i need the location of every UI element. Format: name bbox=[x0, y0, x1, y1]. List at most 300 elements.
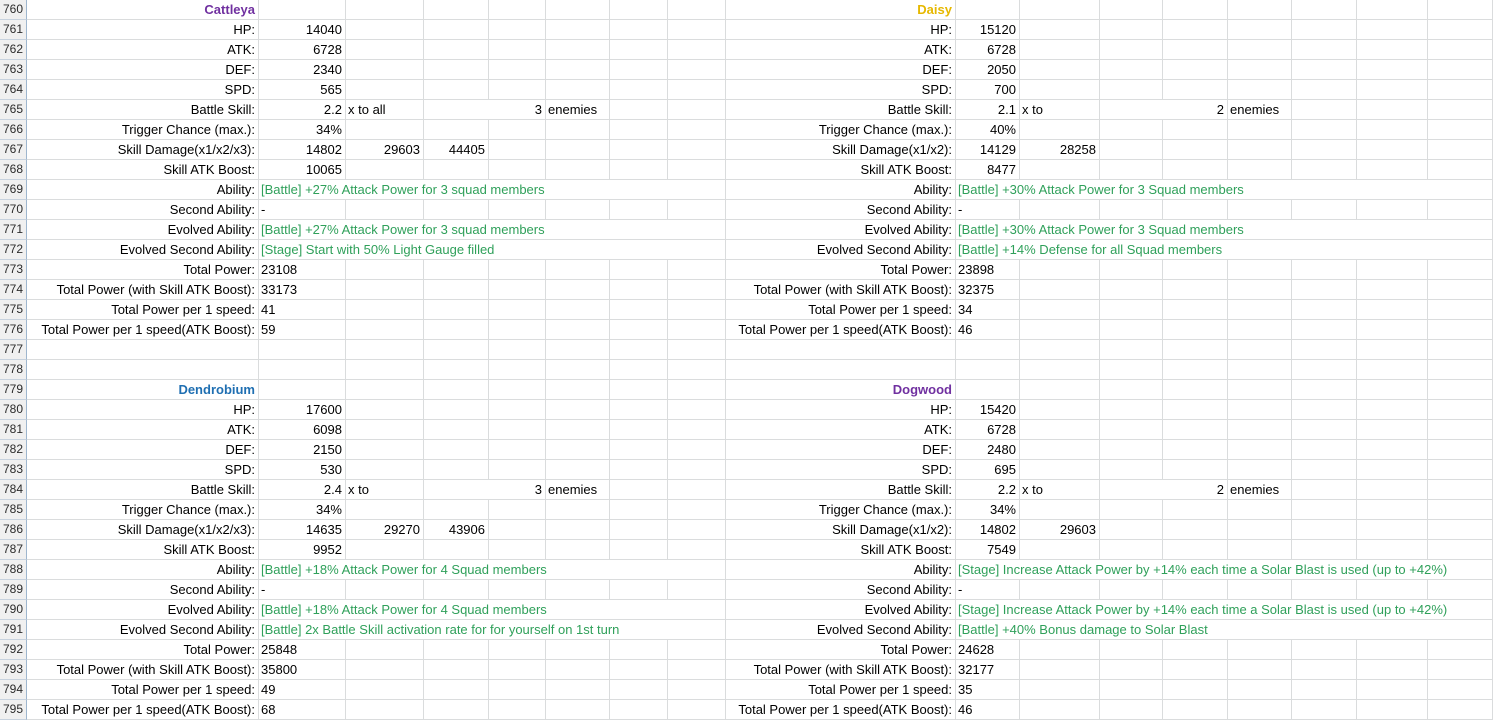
empty-cell[interactable] bbox=[1020, 20, 1100, 40]
stat-value[interactable]: 14802 bbox=[259, 140, 346, 160]
row-number-header[interactable]: 783 bbox=[0, 460, 27, 480]
skill-target-text[interactable]: x to bbox=[1020, 480, 1100, 500]
row-number-header[interactable]: 774 bbox=[0, 280, 27, 300]
stat-value[interactable]: - bbox=[259, 200, 346, 220]
empty-cell[interactable] bbox=[546, 520, 610, 540]
empty-cell[interactable] bbox=[1020, 200, 1100, 220]
row-number-header[interactable]: 787 bbox=[0, 540, 27, 560]
empty-cell[interactable] bbox=[1163, 300, 1228, 320]
empty-cell[interactable] bbox=[1357, 320, 1428, 340]
empty-cell[interactable] bbox=[1020, 660, 1100, 680]
row-number-header[interactable]: 776 bbox=[0, 320, 27, 340]
stat-label[interactable]: Skill Damage(x1/x2): bbox=[726, 520, 956, 540]
empty-cell[interactable] bbox=[1292, 360, 1357, 380]
empty-cell[interactable] bbox=[1100, 660, 1163, 680]
empty-cell[interactable] bbox=[489, 60, 546, 80]
empty-cell[interactable] bbox=[1020, 460, 1100, 480]
empty-cell[interactable] bbox=[1228, 200, 1292, 220]
stat-value[interactable]: 68 bbox=[259, 700, 346, 720]
stat-value[interactable]: 9952 bbox=[259, 540, 346, 560]
enemy-count[interactable]: 3 bbox=[424, 480, 546, 500]
empty-cell[interactable] bbox=[610, 640, 668, 660]
stat-value[interactable]: 24628 bbox=[956, 640, 1020, 660]
empty-cell[interactable] bbox=[1228, 680, 1292, 700]
stat-value[interactable]: 10065 bbox=[259, 160, 346, 180]
skill-target-text[interactable]: x to all bbox=[346, 100, 424, 120]
empty-cell[interactable] bbox=[1100, 280, 1163, 300]
empty-cell[interactable] bbox=[1428, 160, 1493, 180]
stat-label[interactable]: Total Power per 1 speed: bbox=[27, 300, 259, 320]
empty-cell[interactable] bbox=[1428, 140, 1493, 160]
row-number-header[interactable]: 766 bbox=[0, 120, 27, 140]
empty-cell[interactable] bbox=[1100, 40, 1163, 60]
empty-cell[interactable] bbox=[424, 460, 489, 480]
stat-label[interactable]: Skill ATK Boost: bbox=[27, 160, 259, 180]
stat-label[interactable]: Total Power (with Skill ATK Boost): bbox=[27, 660, 259, 680]
ability-text[interactable]: [Battle] +30% Attack Power for 3 Squad members bbox=[956, 220, 1493, 240]
empty-cell[interactable] bbox=[489, 680, 546, 700]
row-number-header[interactable]: 792 bbox=[0, 640, 27, 660]
stat-value[interactable]: 41 bbox=[259, 300, 346, 320]
empty-cell[interactable] bbox=[1428, 0, 1493, 20]
empty-cell[interactable] bbox=[1020, 540, 1100, 560]
stat-label[interactable]: Total Power (with Skill ATK Boost): bbox=[726, 280, 956, 300]
empty-cell[interactable] bbox=[1292, 100, 1357, 120]
empty-cell[interactable] bbox=[546, 260, 610, 280]
row-number-header[interactable]: 786 bbox=[0, 520, 27, 540]
stat-label[interactable]: SPD: bbox=[726, 80, 956, 100]
empty-cell[interactable] bbox=[610, 0, 668, 20]
empty-cell[interactable] bbox=[1163, 0, 1228, 20]
empty-cell[interactable] bbox=[668, 340, 726, 360]
stat-label[interactable]: Evolved Ability: bbox=[27, 220, 259, 240]
empty-cell[interactable] bbox=[546, 500, 610, 520]
stat-value-3[interactable]: 44405 bbox=[424, 140, 489, 160]
empty-cell[interactable] bbox=[668, 460, 726, 480]
empty-cell[interactable] bbox=[424, 160, 489, 180]
empty-cell[interactable] bbox=[1100, 80, 1163, 100]
empty-cell[interactable] bbox=[1428, 700, 1493, 720]
stat-label[interactable]: Evolved Ability: bbox=[726, 220, 956, 240]
empty-cell[interactable] bbox=[424, 340, 489, 360]
stat-label[interactable]: Ability: bbox=[726, 560, 956, 580]
stat-label[interactable]: Total Power (with Skill ATK Boost): bbox=[726, 660, 956, 680]
row-number-header[interactable]: 768 bbox=[0, 160, 27, 180]
stat-value[interactable]: 15120 bbox=[956, 20, 1020, 40]
empty-cell[interactable] bbox=[1428, 480, 1493, 500]
empty-cell[interactable] bbox=[546, 80, 610, 100]
empty-cell[interactable] bbox=[1020, 160, 1100, 180]
stat-label[interactable]: HP: bbox=[27, 20, 259, 40]
empty-cell[interactable] bbox=[1357, 360, 1428, 380]
empty-cell[interactable] bbox=[546, 140, 610, 160]
empty-cell[interactable] bbox=[489, 340, 546, 360]
empty-cell[interactable] bbox=[1228, 400, 1292, 420]
empty-cell[interactable] bbox=[1357, 260, 1428, 280]
empty-cell[interactable] bbox=[346, 340, 424, 360]
empty-cell[interactable] bbox=[346, 280, 424, 300]
empty-cell[interactable] bbox=[1100, 460, 1163, 480]
stat-value-2[interactable]: 28258 bbox=[1020, 140, 1100, 160]
empty-cell[interactable] bbox=[1428, 400, 1493, 420]
empty-cell[interactable] bbox=[424, 200, 489, 220]
enemy-count[interactable]: 3 bbox=[424, 100, 546, 120]
ability-text[interactable]: [Stage] Increase Attack Power by +14% each time a Solar Blast is used (up to +42%) bbox=[956, 560, 1493, 580]
stat-label[interactable]: Trigger Chance (max.): bbox=[27, 500, 259, 520]
empty-cell[interactable] bbox=[668, 120, 726, 140]
empty-cell[interactable] bbox=[1428, 520, 1493, 540]
stat-value[interactable]: 565 bbox=[259, 80, 346, 100]
empty-cell[interactable] bbox=[610, 20, 668, 40]
enemies-text[interactable]: enemies bbox=[546, 480, 610, 500]
ability-text[interactable]: [Battle] +27% Attack Power for 3 squad members bbox=[259, 180, 726, 200]
character-name[interactable]: Daisy bbox=[726, 0, 956, 20]
empty-cell[interactable] bbox=[1292, 580, 1357, 600]
empty-cell[interactable] bbox=[424, 320, 489, 340]
stat-value[interactable]: 17600 bbox=[259, 400, 346, 420]
empty-cell[interactable] bbox=[546, 700, 610, 720]
empty-cell[interactable] bbox=[1100, 160, 1163, 180]
stat-label[interactable]: Total Power: bbox=[27, 640, 259, 660]
empty-cell[interactable] bbox=[1357, 580, 1428, 600]
stat-value-2[interactable]: 29603 bbox=[1020, 520, 1100, 540]
empty-cell[interactable] bbox=[1163, 360, 1228, 380]
empty-cell[interactable] bbox=[424, 400, 489, 420]
empty-cell[interactable] bbox=[1292, 700, 1357, 720]
empty-cell[interactable] bbox=[1020, 60, 1100, 80]
empty-cell[interactable] bbox=[1357, 700, 1428, 720]
empty-cell[interactable] bbox=[668, 40, 726, 60]
empty-cell[interactable] bbox=[424, 360, 489, 380]
empty-cell[interactable] bbox=[546, 680, 610, 700]
empty-cell[interactable] bbox=[1428, 20, 1493, 40]
stat-value[interactable]: 25848 bbox=[259, 640, 346, 660]
empty-cell[interactable] bbox=[489, 280, 546, 300]
empty-cell[interactable] bbox=[668, 100, 726, 120]
empty-cell[interactable] bbox=[546, 660, 610, 680]
row-number-header[interactable]: 760 bbox=[0, 0, 27, 20]
empty-cell[interactable] bbox=[1292, 440, 1357, 460]
empty-cell[interactable] bbox=[610, 500, 668, 520]
empty-cell[interactable] bbox=[668, 520, 726, 540]
stat-label[interactable]: Ability: bbox=[726, 180, 956, 200]
stat-label[interactable]: Evolved Ability: bbox=[27, 600, 259, 620]
empty-cell[interactable] bbox=[1292, 260, 1357, 280]
empty-cell[interactable] bbox=[489, 540, 546, 560]
empty-cell[interactable] bbox=[1357, 40, 1428, 60]
empty-cell[interactable] bbox=[1100, 20, 1163, 40]
stat-value[interactable]: - bbox=[956, 580, 1020, 600]
empty-cell[interactable] bbox=[1020, 320, 1100, 340]
stat-label[interactable]: Total Power per 1 speed(ATK Boost): bbox=[27, 700, 259, 720]
empty-cell[interactable] bbox=[1228, 40, 1292, 60]
empty-cell[interactable] bbox=[489, 260, 546, 280]
empty-cell[interactable] bbox=[1163, 260, 1228, 280]
empty-cell[interactable] bbox=[424, 380, 489, 400]
empty-cell[interactable] bbox=[489, 380, 546, 400]
empty-cell[interactable] bbox=[489, 360, 546, 380]
character-name[interactable]: Dogwood bbox=[726, 380, 956, 400]
empty-cell[interactable] bbox=[1100, 140, 1163, 160]
empty-cell[interactable] bbox=[1292, 120, 1357, 140]
stat-label[interactable]: ATK: bbox=[726, 40, 956, 60]
empty-cell[interactable] bbox=[1163, 660, 1228, 680]
empty-cell[interactable] bbox=[259, 380, 346, 400]
empty-cell[interactable] bbox=[424, 120, 489, 140]
empty-cell[interactable] bbox=[489, 120, 546, 140]
stat-label[interactable]: SPD: bbox=[726, 460, 956, 480]
stat-label[interactable]: Evolved Second Ability: bbox=[27, 240, 259, 260]
empty-cell[interactable] bbox=[1228, 380, 1292, 400]
empty-cell[interactable] bbox=[1428, 60, 1493, 80]
empty-cell[interactable] bbox=[1228, 160, 1292, 180]
empty-cell[interactable] bbox=[1428, 80, 1493, 100]
empty-cell[interactable] bbox=[610, 280, 668, 300]
row-number-header[interactable]: 789 bbox=[0, 580, 27, 600]
empty-cell[interactable] bbox=[1292, 200, 1357, 220]
stat-value[interactable]: 23898 bbox=[956, 260, 1020, 280]
empty-cell[interactable] bbox=[668, 480, 726, 500]
empty-cell[interactable] bbox=[956, 0, 1020, 20]
empty-cell[interactable] bbox=[668, 80, 726, 100]
stat-label[interactable]: HP: bbox=[27, 400, 259, 420]
empty-cell[interactable] bbox=[346, 200, 424, 220]
empty-cell[interactable] bbox=[1292, 420, 1357, 440]
empty-cell[interactable] bbox=[1020, 340, 1100, 360]
stat-value[interactable]: 8477 bbox=[956, 160, 1020, 180]
empty-cell[interactable] bbox=[489, 80, 546, 100]
stat-label[interactable]: Total Power: bbox=[726, 640, 956, 660]
empty-cell[interactable] bbox=[546, 320, 610, 340]
empty-cell[interactable] bbox=[1428, 340, 1493, 360]
stat-label[interactable]: Skill ATK Boost: bbox=[726, 160, 956, 180]
empty-cell[interactable] bbox=[610, 400, 668, 420]
empty-cell[interactable] bbox=[546, 160, 610, 180]
empty-cell[interactable] bbox=[1292, 160, 1357, 180]
empty-cell[interactable] bbox=[668, 360, 726, 380]
empty-cell[interactable] bbox=[1020, 360, 1100, 380]
empty-cell[interactable] bbox=[1163, 280, 1228, 300]
empty-cell[interactable] bbox=[1163, 520, 1228, 540]
stat-value[interactable]: 34% bbox=[259, 500, 346, 520]
empty-cell[interactable] bbox=[346, 580, 424, 600]
stat-label[interactable]: DEF: bbox=[726, 440, 956, 460]
empty-cell[interactable] bbox=[1428, 260, 1493, 280]
empty-cell[interactable] bbox=[668, 140, 726, 160]
empty-cell[interactable] bbox=[1428, 100, 1493, 120]
stat-label[interactable]: ATK: bbox=[27, 420, 259, 440]
empty-cell[interactable] bbox=[1163, 440, 1228, 460]
empty-cell[interactable] bbox=[546, 420, 610, 440]
empty-cell[interactable] bbox=[726, 360, 956, 380]
stat-label[interactable]: Skill Damage(x1/x2): bbox=[726, 140, 956, 160]
empty-cell[interactable] bbox=[610, 540, 668, 560]
stat-label[interactable]: Ability: bbox=[27, 560, 259, 580]
empty-cell[interactable] bbox=[610, 680, 668, 700]
stat-label[interactable]: Second Ability: bbox=[27, 580, 259, 600]
empty-cell[interactable] bbox=[346, 540, 424, 560]
stat-value[interactable]: 34 bbox=[956, 300, 1020, 320]
empty-cell[interactable] bbox=[1163, 540, 1228, 560]
empty-cell[interactable] bbox=[424, 580, 489, 600]
empty-cell[interactable] bbox=[1292, 300, 1357, 320]
empty-cell[interactable] bbox=[1228, 500, 1292, 520]
row-number-header[interactable]: 791 bbox=[0, 620, 27, 640]
empty-cell[interactable] bbox=[1228, 260, 1292, 280]
stat-value[interactable]: - bbox=[259, 580, 346, 600]
empty-cell[interactable] bbox=[1228, 320, 1292, 340]
row-number-header[interactable]: 769 bbox=[0, 180, 27, 200]
row-number-header[interactable]: 784 bbox=[0, 480, 27, 500]
empty-cell[interactable] bbox=[1357, 380, 1428, 400]
stat-label[interactable]: Battle Skill: bbox=[27, 100, 259, 120]
stat-label[interactable]: Evolved Ability: bbox=[726, 600, 956, 620]
stat-value[interactable]: 14040 bbox=[259, 20, 346, 40]
row-number-header[interactable]: 767 bbox=[0, 140, 27, 160]
empty-cell[interactable] bbox=[1292, 460, 1357, 480]
row-number-header[interactable]: 770 bbox=[0, 200, 27, 220]
empty-cell[interactable] bbox=[1292, 320, 1357, 340]
stat-value[interactable]: 35 bbox=[956, 680, 1020, 700]
stat-label[interactable]: Battle Skill: bbox=[726, 100, 956, 120]
empty-cell[interactable] bbox=[489, 400, 546, 420]
empty-cell[interactable] bbox=[668, 580, 726, 600]
empty-cell[interactable] bbox=[1428, 40, 1493, 60]
empty-cell[interactable] bbox=[1428, 540, 1493, 560]
empty-cell[interactable] bbox=[1163, 580, 1228, 600]
empty-cell[interactable] bbox=[1163, 680, 1228, 700]
empty-cell[interactable] bbox=[1428, 680, 1493, 700]
empty-cell[interactable] bbox=[1228, 700, 1292, 720]
empty-cell[interactable] bbox=[1228, 580, 1292, 600]
stat-value[interactable]: 2.4 bbox=[259, 480, 346, 500]
empty-cell[interactable] bbox=[546, 60, 610, 80]
empty-cell[interactable] bbox=[1357, 400, 1428, 420]
empty-cell[interactable] bbox=[259, 0, 346, 20]
empty-cell[interactable] bbox=[610, 660, 668, 680]
stat-value[interactable]: 49 bbox=[259, 680, 346, 700]
empty-cell[interactable] bbox=[346, 420, 424, 440]
empty-cell[interactable] bbox=[1292, 60, 1357, 80]
stat-label[interactable]: DEF: bbox=[726, 60, 956, 80]
empty-cell[interactable] bbox=[1428, 280, 1493, 300]
empty-cell[interactable] bbox=[1228, 60, 1292, 80]
ability-text[interactable]: [Battle] +18% Attack Power for 4 Squad members bbox=[259, 600, 726, 620]
empty-cell[interactable] bbox=[1100, 260, 1163, 280]
empty-cell[interactable] bbox=[489, 640, 546, 660]
row-number-header[interactable]: 782 bbox=[0, 440, 27, 460]
empty-cell[interactable] bbox=[610, 480, 668, 500]
row-number-header[interactable]: 762 bbox=[0, 40, 27, 60]
row-number-header[interactable]: 763 bbox=[0, 60, 27, 80]
empty-cell[interactable] bbox=[1228, 140, 1292, 160]
empty-cell[interactable] bbox=[259, 360, 346, 380]
stat-value[interactable]: 700 bbox=[956, 80, 1020, 100]
stat-value[interactable]: 34% bbox=[259, 120, 346, 140]
empty-cell[interactable] bbox=[346, 300, 424, 320]
stat-label[interactable]: Skill Damage(x1/x2/x3): bbox=[27, 520, 259, 540]
empty-cell[interactable] bbox=[1163, 460, 1228, 480]
empty-cell[interactable] bbox=[610, 60, 668, 80]
empty-cell[interactable] bbox=[1428, 640, 1493, 660]
empty-cell[interactable] bbox=[610, 200, 668, 220]
empty-cell[interactable] bbox=[424, 680, 489, 700]
empty-cell[interactable] bbox=[1428, 120, 1493, 140]
empty-cell[interactable] bbox=[668, 660, 726, 680]
empty-cell[interactable] bbox=[1100, 540, 1163, 560]
empty-cell[interactable] bbox=[1292, 520, 1357, 540]
empty-cell[interactable] bbox=[1357, 280, 1428, 300]
empty-cell[interactable] bbox=[1020, 40, 1100, 60]
empty-cell[interactable] bbox=[546, 0, 610, 20]
empty-cell[interactable] bbox=[346, 440, 424, 460]
stat-label[interactable]: Evolved Second Ability: bbox=[27, 620, 259, 640]
stat-value[interactable]: 7549 bbox=[956, 540, 1020, 560]
empty-cell[interactable] bbox=[668, 700, 726, 720]
empty-cell[interactable] bbox=[1357, 120, 1428, 140]
empty-cell[interactable] bbox=[1428, 660, 1493, 680]
stat-value[interactable]: 2150 bbox=[259, 440, 346, 460]
empty-cell[interactable] bbox=[1100, 380, 1163, 400]
empty-cell[interactable] bbox=[1020, 300, 1100, 320]
stat-value[interactable]: 2.1 bbox=[956, 100, 1020, 120]
empty-cell[interactable] bbox=[1163, 120, 1228, 140]
empty-cell[interactable] bbox=[546, 360, 610, 380]
empty-cell[interactable] bbox=[1292, 640, 1357, 660]
empty-cell[interactable] bbox=[489, 700, 546, 720]
empty-cell[interactable] bbox=[1357, 420, 1428, 440]
empty-cell[interactable] bbox=[1020, 500, 1100, 520]
empty-cell[interactable] bbox=[1020, 440, 1100, 460]
empty-cell[interactable] bbox=[424, 300, 489, 320]
empty-cell[interactable] bbox=[668, 160, 726, 180]
stat-value[interactable]: 32375 bbox=[956, 280, 1020, 300]
row-number-header[interactable]: 788 bbox=[0, 560, 27, 580]
empty-cell[interactable] bbox=[424, 80, 489, 100]
empty-cell[interactable] bbox=[956, 340, 1020, 360]
empty-cell[interactable] bbox=[424, 40, 489, 60]
empty-cell[interactable] bbox=[546, 400, 610, 420]
empty-cell[interactable] bbox=[610, 440, 668, 460]
empty-cell[interactable] bbox=[610, 460, 668, 480]
empty-cell[interactable] bbox=[346, 320, 424, 340]
empty-cell[interactable] bbox=[1292, 340, 1357, 360]
empty-cell[interactable] bbox=[1228, 340, 1292, 360]
empty-cell[interactable] bbox=[489, 20, 546, 40]
stat-label[interactable]: Evolved Second Ability: bbox=[726, 240, 956, 260]
empty-cell[interactable] bbox=[1228, 440, 1292, 460]
empty-cell[interactable] bbox=[1163, 60, 1228, 80]
empty-cell[interactable] bbox=[489, 200, 546, 220]
empty-cell[interactable] bbox=[1428, 360, 1493, 380]
empty-cell[interactable] bbox=[424, 420, 489, 440]
enemy-count[interactable]: 2 bbox=[1100, 100, 1228, 120]
stat-value[interactable]: 32177 bbox=[956, 660, 1020, 680]
empty-cell[interactable] bbox=[668, 260, 726, 280]
empty-cell[interactable] bbox=[424, 700, 489, 720]
empty-cell[interactable] bbox=[1100, 200, 1163, 220]
stat-value[interactable]: 34% bbox=[956, 500, 1020, 520]
stat-label[interactable]: Total Power per 1 speed(ATK Boost): bbox=[726, 320, 956, 340]
empty-cell[interactable] bbox=[668, 680, 726, 700]
empty-cell[interactable] bbox=[1020, 120, 1100, 140]
empty-cell[interactable] bbox=[1357, 160, 1428, 180]
empty-cell[interactable] bbox=[346, 40, 424, 60]
empty-cell[interactable] bbox=[1163, 20, 1228, 40]
stat-value[interactable]: 35800 bbox=[259, 660, 346, 680]
empty-cell[interactable] bbox=[1100, 500, 1163, 520]
empty-cell[interactable] bbox=[1228, 520, 1292, 540]
